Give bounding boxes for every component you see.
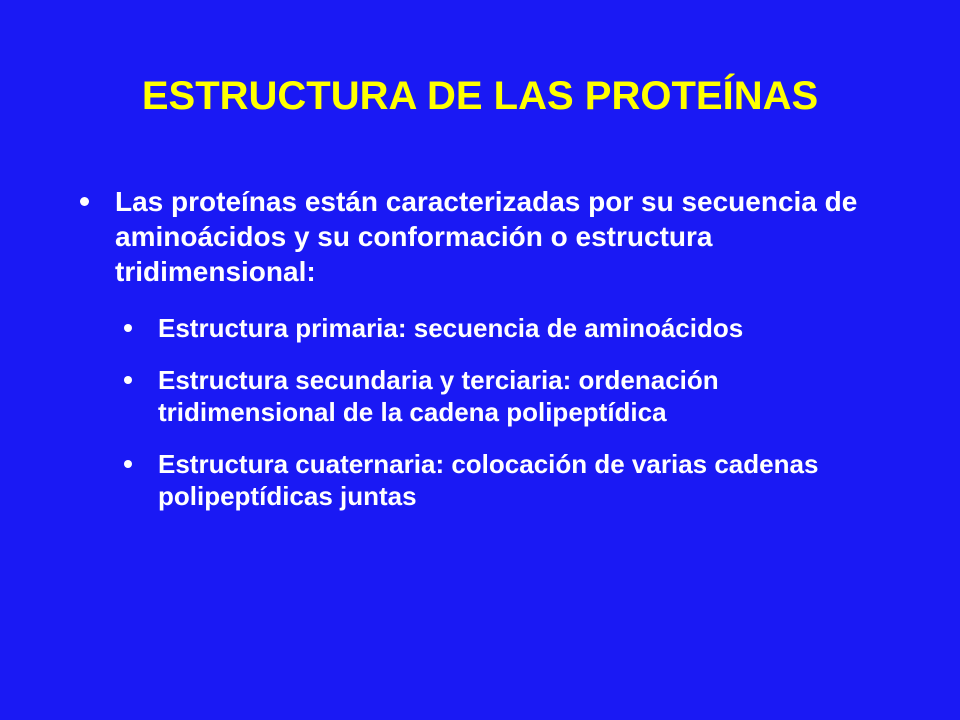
sub-bullet-item — [0, 312, 903, 344]
sub-bullet-item — [0, 364, 903, 428]
bullet-text: Las proteínas están caracterizadas por su secuencia de aminoácidos y su conformación o estructura tridimensional: — [115, 186, 858, 287]
sub-bullet-text: Estructura primaria: secuencia de aminoácidos — [158, 313, 744, 343]
sub-bullet-item — [0, 448, 903, 512]
bullet-list — [0, 184, 960, 512]
sub-bullet-text: Estructura secundaria y terciaria: ordenación tridimensional de la cadena polipeptídica — [158, 365, 719, 427]
bullet-dot-icon — [124, 376, 132, 384]
sub-bullet-text: Estructura cuaternaria: colocación de varias cadenas polipeptídicas juntas — [158, 449, 819, 511]
bullet-dot-icon — [124, 460, 132, 468]
bullet-item — [0, 184, 875, 289]
bullet-dot-icon — [80, 197, 89, 206]
slide-title: ESTRUCTURA DE LAS PROTEÍNAS — [141, 74, 819, 118]
bullet-dot-icon — [124, 324, 132, 332]
